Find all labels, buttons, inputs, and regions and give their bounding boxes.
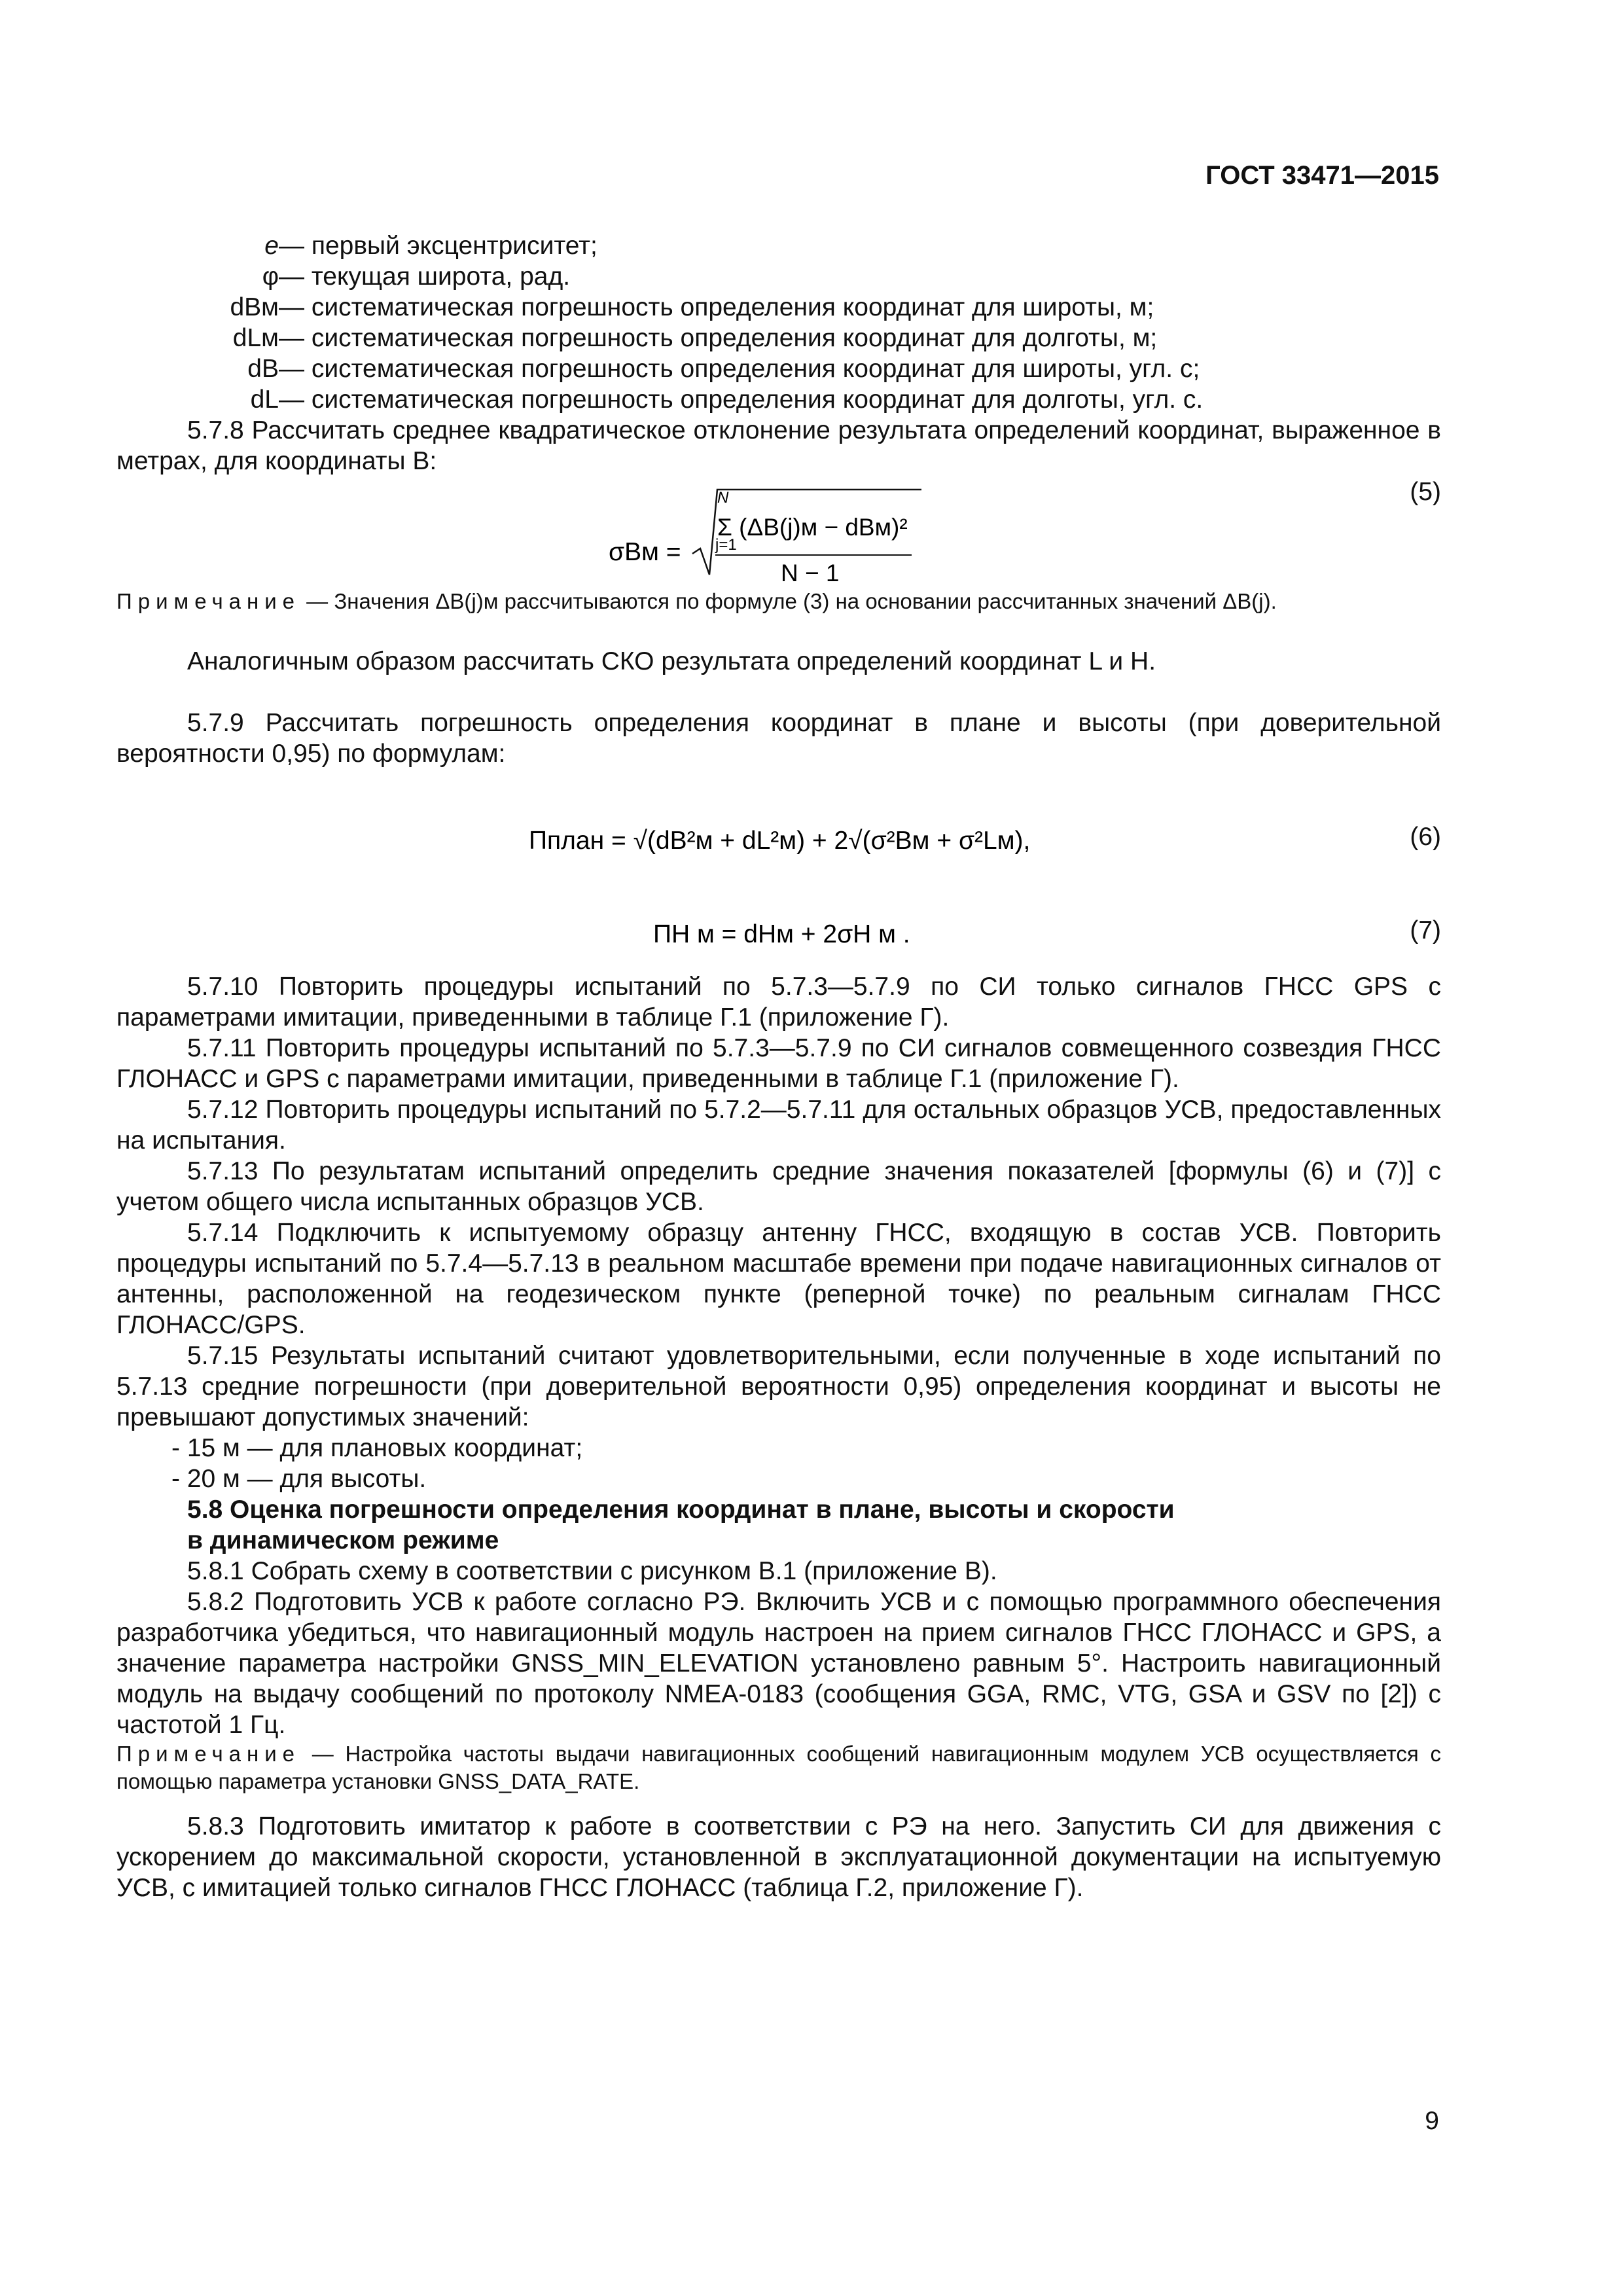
paragraph-5-7-11: 5.7.11 Повторить процедуры испытаний по 5.7.3—5.7.9 по СИ сигналов совмещенного созвездия ГНСС ГЛОНАСС и GPS с параметрами имитации, приведенными в таблице Г.1 (приложение Г). (116, 1034, 1441, 1093)
formula-6-expression: Пплан = √(dB²м + dL²м) + 2√(σ²Bм + σ²Lм), (529, 827, 1031, 855)
definition-symbol: e (264, 232, 279, 260)
sum-upper-limit: N (717, 489, 729, 507)
note-label: Примечание (116, 1742, 301, 1766)
paragraph-5-7-8: 5.7.8 Рассчитать среднее квадратическое отклонение результата определений координат, выраженное в метрах, для координаты B: (116, 416, 1441, 475)
definition-text: — систематическая погрешность определения координат для долготы, м; (279, 324, 1158, 352)
definition-item (116, 261, 1441, 292)
sum-lower-limit: j=1 (715, 536, 737, 554)
definition-item (116, 353, 1441, 384)
definition-item (116, 292, 1441, 323)
note-2 (116, 1740, 1441, 1795)
definition-symbol: dL (250, 386, 279, 414)
definition-item (116, 230, 1441, 261)
paragraph-5-7-14: 5.7.14 Подключить к испытуемому образцу антенну ГНСС, входящую в состав УСВ. Повторить процедуры испытаний по 5.7.4—5.7.13 в реальном масштабе времени при подаче навигационных сигналов от антенны, расположенной на геодезическом пункте (реперной точке) по реальным сигналам ГНСС ГЛОНАСС/GPS. (116, 1219, 1441, 1339)
note-text: — Настройка частоты выдачи навигационных сообщений навигационным модулем УСВ осуществляется с помощью параметра установки GNSS_DATA_RATE. (116, 1742, 1441, 1793)
definition-symbol: dLм (232, 324, 279, 352)
note-text: — Значения ΔB(j)м рассчитываются по формуле (3) на основании рассчитанных значений ΔB(j). (300, 589, 1277, 613)
formula-6-graphic (116, 815, 1441, 878)
note-1 (116, 588, 1441, 615)
definition-text: — систематическая погрешность определения координат для долготы, угл. с. (279, 386, 1204, 414)
definition-text: — первый эксцентриситет; (279, 232, 597, 260)
paragraph-analog: Аналогичным образом рассчитать СКО результата определений координат L и H. (187, 647, 1156, 675)
list-item: - 15 м — для плановых координат; (171, 1434, 583, 1462)
paragraph-5-7-10: 5.7.10 Повторить процедуры испытаний по 5.7.3—5.7.9 по СИ только сигналов ГНСС GPS с параметрами имитации, приведенными в таблице Г.1 (приложение Г). (116, 973, 1441, 1031)
list-item: - 20 м — для высоты. (171, 1465, 427, 1493)
section-heading-5-8 (116, 1494, 1441, 1556)
formula-7 (116, 908, 1441, 971)
heading-line: в динамическом режиме (187, 1526, 499, 1554)
heading-line: 5.8 Оценка погрешности определения координат в плане, высоты и скорости (187, 1496, 1175, 1524)
page-content (116, 230, 1441, 1903)
spacer (116, 1795, 1441, 1811)
formula-number: (5) (1410, 478, 1441, 506)
formula-5-denominator: N − 1 (781, 560, 840, 586)
formula-5 (116, 476, 1441, 588)
spacer (116, 615, 1441, 646)
formula-6 (116, 815, 1441, 878)
formula-7-graphic (116, 908, 1441, 971)
paragraph-5-8-2: 5.8.2 Подготовить УСВ к работе согласно РЭ. Включить УСВ и с помощью программного обеспечения разработчика убедиться, что навигационный модуль настроен на прием сигналов ГНСС ГЛОНАСС и GPS, а значение параметра настройки GNSS_MIN_ELEVATION установлено равным 5°. Настроить навигационный модуль на выдачу сообщений по протоколу NMEA-0183 (сообщения GGA, RMC, VTG, GSA и GSV по [2]) с частотой 1 Гц. (116, 1588, 1441, 1739)
paragraph-5-8-1: 5.8.1 Собрать схему в соответствии с рисунком В.1 (приложение В). (187, 1557, 997, 1585)
paragraph-5-7-15: 5.7.15 Результаты испытаний считают удовлетворительными, если полученные в ходе испытаний по 5.7.13 средние погрешности (при доверительной вероятности 0,95) определения координат и высоты не превышают допустимых значений: (116, 1342, 1441, 1431)
definition-item (116, 384, 1441, 415)
definition-text: — систематическая погрешность определения координат для широты, м; (279, 293, 1154, 321)
spacer (116, 677, 1441, 708)
paragraph-5-7-9: 5.7.9 Рассчитать погрешность определения координат в плане и высоты (при доверительной вероятности 0,95) по формулам: (116, 709, 1441, 768)
page-number: 9 (1425, 2107, 1439, 2135)
formula-5-numerator: Σ (ΔB(j)м − dBм)² (717, 514, 908, 541)
definition-symbol: dBм (230, 293, 279, 321)
definition-item (116, 323, 1441, 353)
spacer (116, 769, 1441, 815)
paragraph-5-7-12: 5.7.12 Повторить процедуры испытаний по 5.7.2—5.7.11 для остальных образцов УСВ, предоставленных на испытания. (116, 1096, 1441, 1155)
definition-text: — систематическая погрешность определения координат для широты, угл. с; (279, 355, 1200, 383)
definition-symbol: φ (262, 262, 279, 291)
formula-number: (7) (1410, 916, 1441, 944)
formula-5-graphic (116, 476, 1441, 588)
note-label: Примечание (116, 589, 301, 613)
formula-7-expression: ПH м = dHм + 2σH м . (653, 920, 910, 948)
spacer (116, 878, 1441, 908)
formula-number: (6) (1410, 823, 1441, 851)
definition-text: — текущая широта, рад. (279, 262, 571, 291)
standard-header: ГОСТ 33471—2015 (1205, 161, 1439, 190)
paragraph-5-7-13: 5.7.13 По результатам испытаний определить средние значения показателей [формулы (6) и (7)] с учетом общего числа испытанных образцов УСВ. (116, 1157, 1441, 1216)
paragraph-5-8-3: 5.8.3 Подготовить имитатор к работе в соответствии с РЭ на него. Запустить СИ для движения с ускорением до максимальной скорости, установленной в эксплуатационной документации на испытуемую УСВ, с имитацией только сигналов ГНСС ГЛОНАСС (таблица Г.2, приложение Г). (116, 1812, 1441, 1902)
definition-symbol: dB (247, 355, 279, 383)
formula-5-lhs: σBм = (609, 538, 681, 566)
definition-list (116, 230, 1441, 415)
